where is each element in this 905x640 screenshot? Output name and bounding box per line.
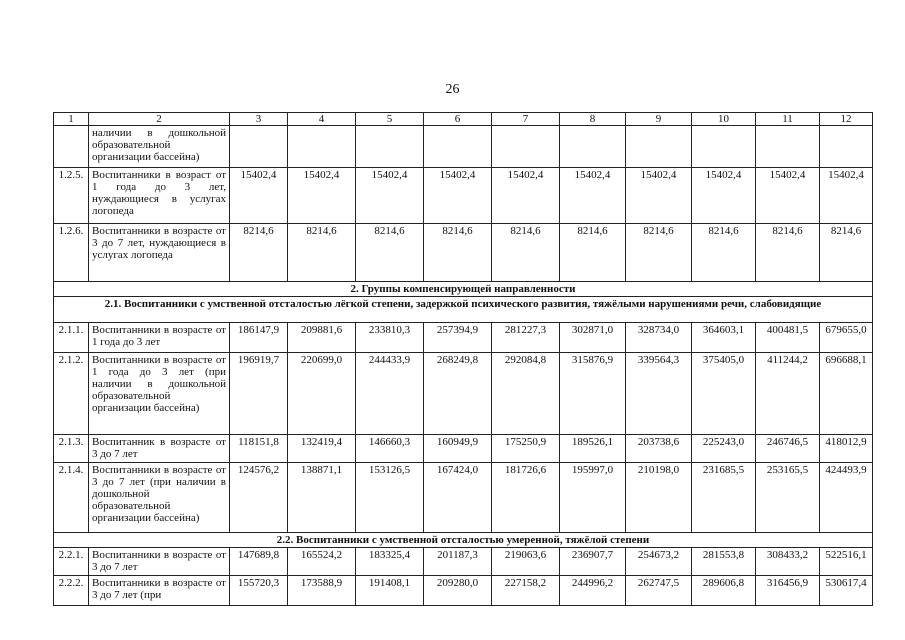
table-row [54,353,873,435]
cost-value: 418012,9 [820,435,873,463]
row-number: 1.2.6. [54,224,89,282]
row-description: Воспитанники в возрасте от 1 года до 3 лет [89,323,230,353]
cost-value: 147689,8 [230,548,288,576]
cost-value [230,126,288,168]
cost-value: 146660,3 [356,435,424,463]
cost-value: 308433,2 [756,548,820,576]
row-description: Воспитанники в возрасте от 3 до 7 лет, нуждающиеся в услугах логопеда [89,224,230,282]
cost-value: 8214,6 [756,224,820,282]
cost-value [820,126,873,168]
cost-value: 8214,6 [626,224,692,282]
cost-value: 191408,1 [356,576,424,606]
cost-value [756,126,820,168]
cost-value: 118151,8 [230,435,288,463]
cost-value: 225243,0 [692,435,756,463]
cost-value: 8214,6 [692,224,756,282]
cost-value: 160949,9 [424,435,492,463]
table-row [54,435,873,463]
row-number: 2.2.1. [54,548,89,576]
table-row [54,576,873,606]
subsection-heading: 2.2. Воспитанники с умственной отсталостью умеренной, тяжёлой степени [54,533,873,548]
cost-value: 522516,1 [820,548,873,576]
cost-value: 203738,6 [626,435,692,463]
cost-value: 220699,0 [288,353,356,435]
column-number: 4 [288,113,356,126]
row-number: 2.1.3. [54,435,89,463]
cost-value: 292084,8 [492,353,560,435]
table-row [54,323,873,353]
cost-value: 8214,6 [288,224,356,282]
cost-value: 189526,1 [560,435,626,463]
cost-value: 219063,6 [492,548,560,576]
cost-value: 15402,4 [492,168,560,224]
row-description: наличии в дошкольной образовательной организации бассейна) [89,126,230,168]
column-number: 11 [756,113,820,126]
column-number: 6 [424,113,492,126]
cost-value: 195997,0 [560,463,626,533]
table-row [54,548,873,576]
cost-value: 196919,7 [230,353,288,435]
cost-value: 233810,3 [356,323,424,353]
cost-value: 281227,3 [492,323,560,353]
cost-value: 183325,4 [356,548,424,576]
cost-value: 262747,5 [626,576,692,606]
column-number: 7 [492,113,560,126]
cost-value: 15402,4 [756,168,820,224]
row-description: Воспитанники в возрасте от 3 до 7 лет [89,548,230,576]
row-description: Воспитанники в возраст от 1 года до 3 лет, нуждающиеся в услугах логопеда [89,168,230,224]
cost-value: 8214,6 [230,224,288,282]
cost-value: 268249,8 [424,353,492,435]
cost-value: 155720,3 [230,576,288,606]
cost-value: 167424,0 [424,463,492,533]
page-number: 26 [445,82,460,97]
subsection-heading-row [54,297,873,323]
cost-value: 315876,9 [560,353,626,435]
row-number: 2.2.2. [54,576,89,606]
cost-value: 696688,1 [820,353,873,435]
cost-value: 153126,5 [356,463,424,533]
cost-value: 8214,6 [424,224,492,282]
row-description: Воспитанники в возрасте от 3 до 7 лет (при [89,576,230,606]
cost-value [560,126,626,168]
cost-value: 138871,1 [288,463,356,533]
cost-value: 15402,4 [560,168,626,224]
column-number: 5 [356,113,424,126]
cost-value: 186147,9 [230,323,288,353]
cost-value: 15402,4 [692,168,756,224]
cost-value: 257394,9 [424,323,492,353]
cost-value: 15402,4 [230,168,288,224]
cost-value: 254673,2 [626,548,692,576]
cost-value: 328734,0 [626,323,692,353]
cost-value [356,126,424,168]
cost-value: 530617,4 [820,576,873,606]
cost-value: 236907,7 [560,548,626,576]
section-heading-row [54,282,873,297]
cost-value: 132419,4 [288,435,356,463]
table-row [54,168,873,224]
column-number: 3 [230,113,288,126]
row-description: Воспитанники в возрасте от 3 до 7 лет (при наличии в дошкольной образовательной организации бассейна) [89,463,230,533]
column-number: 10 [692,113,756,126]
cost-value: 302871,0 [560,323,626,353]
subsection-heading: 2.1. Воспитанники с умственной отсталостью лёгкой степени, задержкой психического развития, тяжёлыми нарушениями речи, слабовидящие [54,297,873,323]
cost-value [492,126,560,168]
column-number: 9 [626,113,692,126]
cost-value [692,126,756,168]
cost-value: 173588,9 [288,576,356,606]
cost-value: 253165,5 [756,463,820,533]
cost-value: 209280,0 [424,576,492,606]
row-number [54,126,89,168]
cost-value: 281553,8 [692,548,756,576]
cost-value: 364603,1 [692,323,756,353]
cost-value: 227158,2 [492,576,560,606]
column-number: 8 [560,113,626,126]
cost-value: 165524,2 [288,548,356,576]
column-number: 12 [820,113,873,126]
section-heading: 2. Группы компенсирующей направленности [54,282,873,297]
cost-value: 424493,9 [820,463,873,533]
table-row [54,224,873,282]
cost-value [424,126,492,168]
cost-value: 244996,2 [560,576,626,606]
cost-value: 231685,5 [692,463,756,533]
cost-value [288,126,356,168]
cost-value: 210198,0 [626,463,692,533]
cost-value: 375405,0 [692,353,756,435]
cost-value: 8214,6 [356,224,424,282]
cost-value: 15402,4 [424,168,492,224]
cost-value: 15402,4 [626,168,692,224]
cost-value: 8214,6 [492,224,560,282]
row-number: 1.2.5. [54,168,89,224]
row-description: Воспитанник в возрасте от 3 до 7 лет [89,435,230,463]
cost-value: 289606,8 [692,576,756,606]
row-number: 2.1.4. [54,463,89,533]
cost-value: 181726,6 [492,463,560,533]
tariff-table [53,112,873,606]
cost-value: 8214,6 [560,224,626,282]
subsection-heading-row [54,533,873,548]
table-row [54,126,873,168]
cost-value: 15402,4 [356,168,424,224]
column-number: 2 [89,113,230,126]
cost-value: 244433,9 [356,353,424,435]
cost-value [626,126,692,168]
cost-value: 209881,6 [288,323,356,353]
cost-value: 246746,5 [756,435,820,463]
cost-value: 339564,3 [626,353,692,435]
row-description: Воспитанники в возрасте от 1 года до 3 лет (при наличии в дошкольной образовательной организации бассейна) [89,353,230,435]
cost-value: 201187,3 [424,548,492,576]
cost-value: 400481,5 [756,323,820,353]
row-number: 2.1.1. [54,323,89,353]
cost-value: 679655,0 [820,323,873,353]
cost-value: 316456,9 [756,576,820,606]
column-number: 1 [54,113,89,126]
cost-value: 411244,2 [756,353,820,435]
cost-value: 175250,9 [492,435,560,463]
cost-value: 15402,4 [820,168,873,224]
column-number-row [54,113,873,126]
row-number: 2.1.2. [54,353,89,435]
cost-value: 124576,2 [230,463,288,533]
table-row [54,463,873,533]
cost-value: 15402,4 [288,168,356,224]
cost-value: 8214,6 [820,224,873,282]
